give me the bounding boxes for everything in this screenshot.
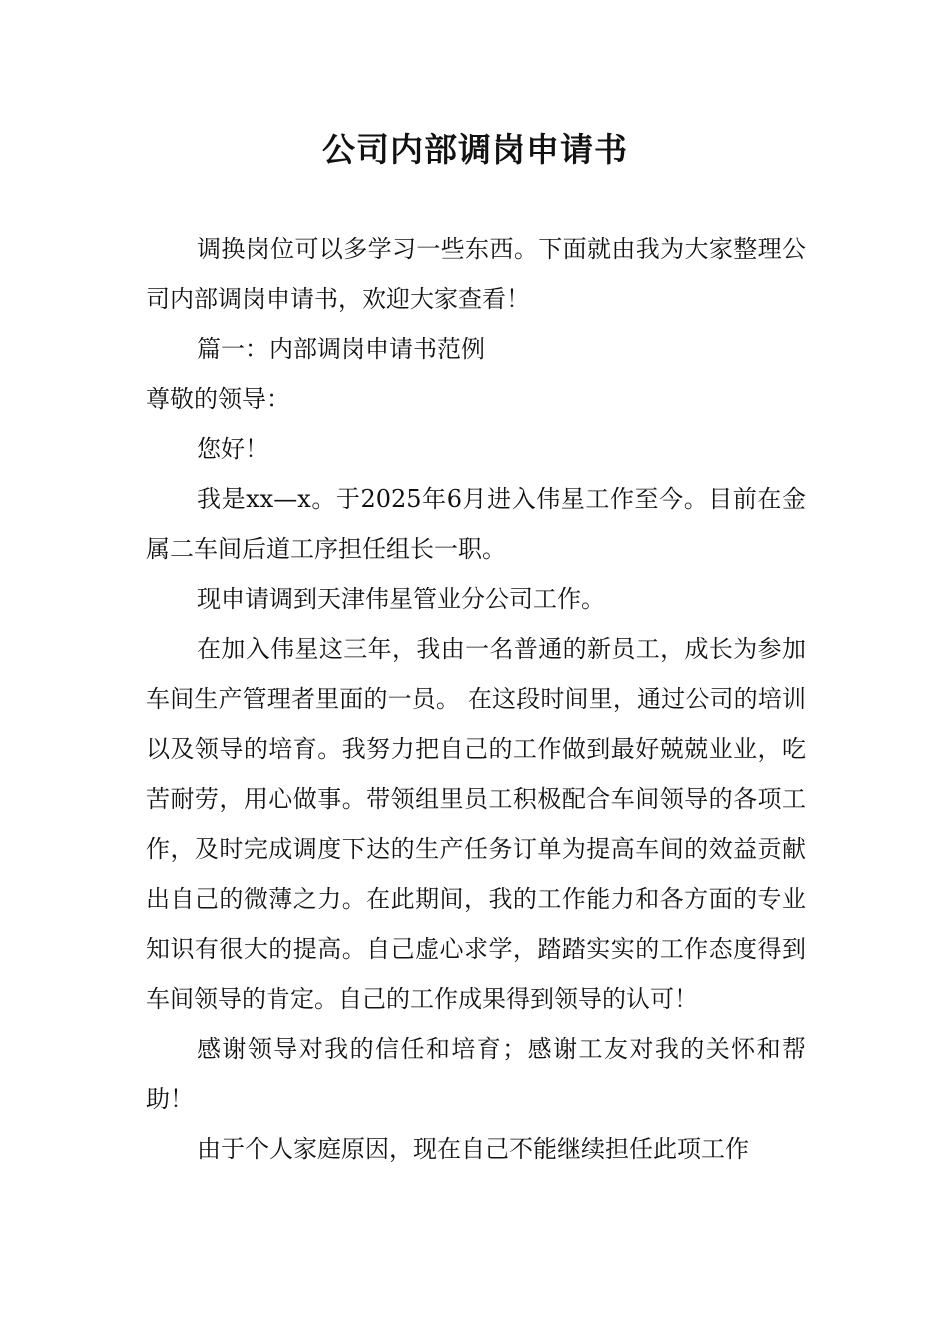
document-title: 公司内部调岗申请书 (322, 130, 628, 169)
greeting: 您好！ (197, 435, 269, 463)
request-paragraph: 现申请调到天津伟星管业分公司工作。 (197, 585, 605, 613)
experience-paragraph: 在加入伟星这三年，我由一名普通的新员工，成长为参加车间生产管理者里面的一员。 在这段时间里，通过公司的培训以及领导的培育。我努力把自己的工作做到最好兢兢业业，吃苦耐劳，用心做事。带领组里员工积极配合车间领导的各项工作，及时完成调度下达的生产任务订单为提高车间的效益贡献出自己的微薄之力。在此期间，我的工作能力和各方面的专业知识有很大的提高。自己虚心求学，踏踏实实的工作态度得到车间领导的肯定。自己的工作成果得到领导的认可！ (146, 635, 806, 1013)
self-introduction-paragraph: 我是xx—x。于2025年6月进入伟星工作至今。目前在金属二车间后道工序担任组长一职。 (146, 485, 806, 563)
salutation: 尊敬的领导： (146, 385, 290, 413)
section-heading: 篇一：内部调岗申请书范例 (197, 335, 485, 363)
reason-paragraph: 由于个人家庭原因，现在自己不能继续担任此项工作 (197, 1135, 749, 1163)
document-body (146, 224, 806, 1174)
intro-paragraph: 调换岗位可以多学习一些东西。下面就由我为大家整理公司内部调岗申请书，欢迎大家查看！ (146, 235, 806, 313)
thanks-paragraph: 感谢领导对我的信任和培育；感谢工友对我的关怀和帮助！ (146, 1035, 806, 1113)
